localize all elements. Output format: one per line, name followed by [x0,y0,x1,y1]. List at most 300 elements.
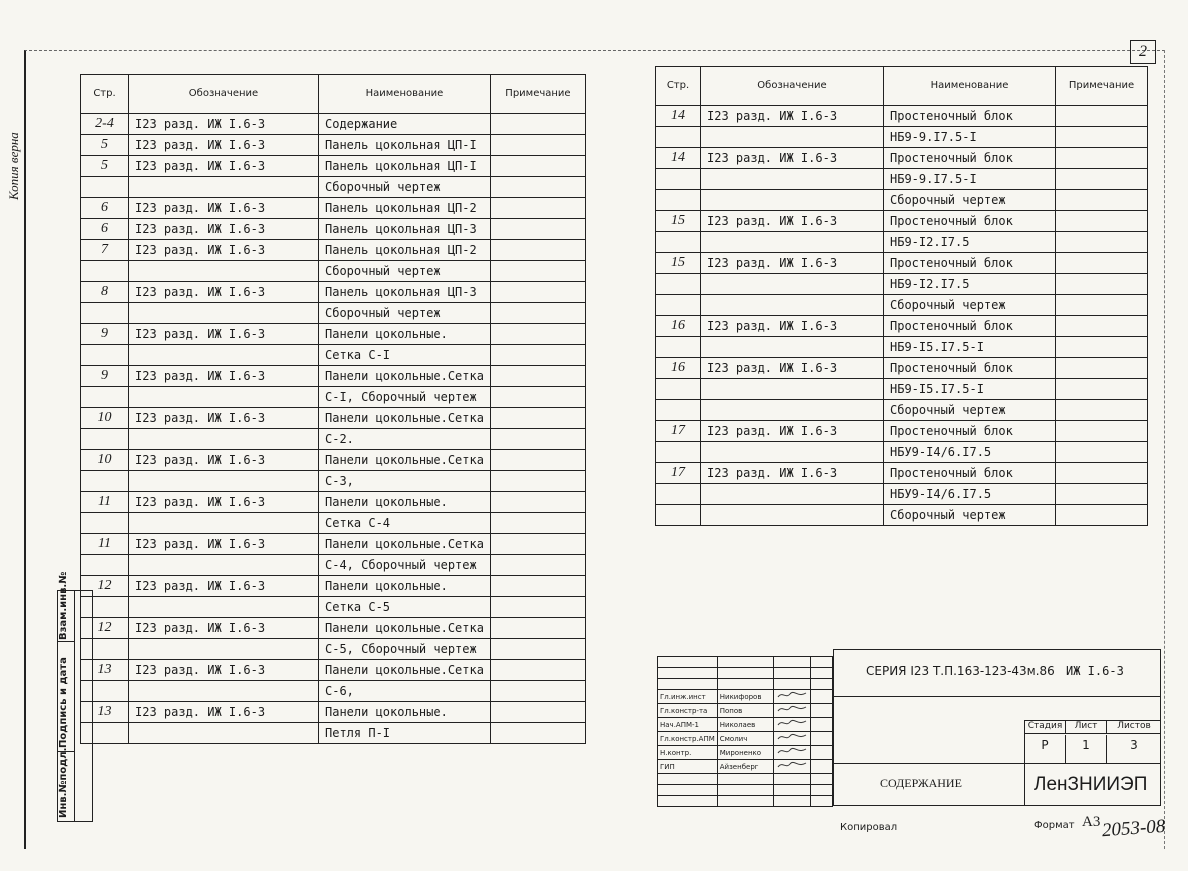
sheet-number: 2 [1130,40,1156,64]
replace-inventory-label: Взам.инв.№ [58,571,69,640]
signature-cell [773,785,810,796]
signature-mark [773,690,810,704]
page-cell [81,387,129,408]
note-cell [490,219,585,240]
table-row [656,463,1148,484]
table-row [81,576,586,597]
signature-cell [773,774,810,785]
signature-date [810,732,832,746]
table-row [81,198,586,219]
signature-name: Николаев [717,718,773,732]
signature-row [658,774,833,785]
name-cell: Сборочный чертеж [884,505,1056,526]
name-cell: НБ9-I2.I7.5 [884,274,1056,295]
page-cell: 7 [81,240,129,261]
table-row [81,639,586,660]
signature-cell [717,796,773,807]
note-cell [1056,190,1148,211]
page-cell: 13 [81,660,129,681]
name-cell: Панели цокольные.Сетка [319,534,491,555]
signature-name: Айзенберг [717,760,773,774]
name-cell: Панель цокольная ЦП-3 [319,219,491,240]
name-cell: Простеночный блок [884,316,1056,337]
table-row [81,660,586,681]
table-row [656,232,1148,253]
page-cell [656,337,701,358]
table-row [81,681,586,702]
note-cell [1056,421,1148,442]
signature-cell [717,785,773,796]
margin-divider [74,591,75,821]
header-designation: Обозначение [129,75,319,114]
designation-cell: I23 разд. ИЖ I.6-3 [129,492,319,513]
signature-row [658,732,833,746]
designation-cell [129,261,319,282]
note-cell [1056,274,1148,295]
signature-row [658,718,833,732]
signature-name: Мироненко [717,746,773,760]
note-cell [490,240,585,261]
signature-cell [773,657,810,668]
page-cell [81,303,129,324]
name-cell: Сборочный чертеж [884,190,1056,211]
table-row [81,177,586,198]
stage-value: Р [1025,735,1066,764]
signature-cell [810,774,832,785]
signature-cell [658,774,718,785]
page-cell: 16 [656,358,701,379]
page-cell: 14 [656,106,701,127]
designation-cell [701,484,884,505]
table-row [81,387,586,408]
page-cell [81,429,129,450]
designation-cell: I23 разд. ИЖ I.6-3 [129,702,319,723]
page-cell: 17 [656,463,701,484]
handwritten-signature [776,704,808,714]
note-cell [490,723,585,744]
designation-cell [701,505,884,526]
table-row [656,337,1148,358]
designation-cell [701,127,884,148]
signature-row [658,785,833,796]
page-cell [656,232,701,253]
page-cell [81,177,129,198]
name-cell: Панель цокольная ЦП-2 [319,198,491,219]
note-cell [490,156,585,177]
name-cell: Сборочный чертеж [319,177,491,198]
page-cell [656,127,701,148]
margin-divider [58,641,74,642]
designation-cell [129,387,319,408]
table-row [656,106,1148,127]
note-cell [490,345,585,366]
signature-mark [773,746,810,760]
page-cell: 11 [81,492,129,513]
table-row [656,148,1148,169]
name-cell: С-I, Сборочный чертеж [319,387,491,408]
handwritten-signature [776,718,808,728]
table-row [81,408,586,429]
page-cell: 15 [656,253,701,274]
signature-cell [717,774,773,785]
contents-table-right [655,66,1148,526]
signature-date [810,704,832,718]
signature-name: Попов [717,704,773,718]
signature-row [658,668,833,679]
table-row [81,597,586,618]
table-row [81,303,586,324]
signature-row [658,690,833,704]
designation-cell [129,639,319,660]
handwritten-signature [776,732,808,742]
signature-role: Гл.констр-та [658,704,718,718]
note-cell [490,324,585,345]
organization: ЛенЗНИИЭП [1034,774,1148,795]
note-cell [490,114,585,135]
name-cell: Панели цокольные.Сетка [319,408,491,429]
designation-cell [701,379,884,400]
signature-role: ГИП [658,760,718,774]
signature-row [658,796,833,807]
signature-cell [658,679,718,690]
page-cell [656,274,701,295]
name-cell: Панели цокольные.Сетка [319,660,491,681]
name-cell: Панели цокольные. [319,702,491,723]
note-cell [490,471,585,492]
table-row [656,190,1148,211]
table-row [656,505,1148,526]
designation-cell: I23 разд. ИЖ I.6-3 [701,148,884,169]
signature-row [658,760,833,774]
table-row [81,429,586,450]
page-cell: 2-4 [81,114,129,135]
name-cell: Панели цокольные. [319,324,491,345]
table-row [81,135,586,156]
name-cell: С-6, [319,681,491,702]
note-cell [490,198,585,219]
note-cell [1056,148,1148,169]
designation-cell [701,337,884,358]
name-cell: Сетка С-I [319,345,491,366]
page-cell: 12 [81,618,129,639]
table-row [656,253,1148,274]
name-cell: Панель цокольная ЦП-I [319,156,491,177]
note-cell [490,261,585,282]
table-row [81,366,586,387]
name-cell: Панели цокольные.Сетка [319,450,491,471]
signature-row [658,746,833,760]
note-cell [490,282,585,303]
table-row [81,324,586,345]
name-cell: НБ9-I5.I7.5-I [884,379,1056,400]
designation-cell: I23 разд. ИЖ I.6-3 [701,316,884,337]
signature-cell [658,657,718,668]
signature-cell [810,679,832,690]
signature-cell [773,679,810,690]
inventory-label: Инв.№подл. [58,747,69,818]
note-cell [490,492,585,513]
stage-box [1024,720,1161,764]
handwritten-signature [776,746,808,756]
name-cell: Простеночный блок [884,148,1056,169]
designation-cell [701,295,884,316]
signature-date [810,760,832,774]
designation-cell: I23 разд. ИЖ I.6-3 [701,463,884,484]
table-row [81,156,586,177]
name-cell: Сборочный чертеж [319,303,491,324]
table-row [81,114,586,135]
signature-name: Никифоров [717,690,773,704]
handwritten-signature [776,690,808,700]
note-cell [490,366,585,387]
designation-cell: I23 разд. ИЖ I.6-3 [701,106,884,127]
name-cell: НБ9-9.I7.5-I [884,127,1056,148]
page-cell: 9 [81,366,129,387]
note-cell [490,681,585,702]
designation-cell: I23 разд. ИЖ I.6-3 [129,618,319,639]
table-row [656,379,1148,400]
note-cell [490,303,585,324]
page-cell: 13 [81,702,129,723]
note-cell [490,177,585,198]
name-cell: Панель цокольная ЦП-2 [319,240,491,261]
name-cell: С-2. [319,429,491,450]
name-cell: Содержание [319,114,491,135]
table-row [656,295,1148,316]
header-page: Стр. [656,67,701,106]
table-row [656,421,1148,442]
name-cell: Сборочный чертеж [884,295,1056,316]
signature-mark [773,732,810,746]
designation-cell: I23 разд. ИЖ I.6-3 [129,660,319,681]
table-row [81,723,586,744]
page-cell: 17 [656,421,701,442]
page-cell: 6 [81,198,129,219]
note-cell [1056,400,1148,421]
signature-cell [658,785,718,796]
name-cell: С-4, Сборочный чертеж [319,555,491,576]
note-cell [1056,463,1148,484]
note-cell [490,618,585,639]
note-cell [490,702,585,723]
title-divider [834,696,1160,697]
designation-cell: I23 разд. ИЖ I.6-3 [129,408,319,429]
page-cell: 16 [656,316,701,337]
signature-row [658,657,833,668]
note-cell [490,408,585,429]
table-row [656,484,1148,505]
page-cell: 6 [81,219,129,240]
signature-role: Нач.АПМ-1 [658,718,718,732]
page-cell [81,555,129,576]
signature-role: Гл.инж.инст [658,690,718,704]
page-cell: 8 [81,282,129,303]
name-cell: С-5, Сборочный чертеж [319,639,491,660]
signature-date [810,746,832,760]
table-row [81,618,586,639]
sheet-label: Лист [1066,721,1107,734]
designation-cell [701,274,884,295]
signature-mark [773,718,810,732]
note-cell [1056,106,1148,127]
title-block [833,649,1161,806]
page-cell: 9 [81,324,129,345]
note-cell [1056,379,1148,400]
name-cell: Панели цокольные. [319,576,491,597]
name-cell: Простеночный блок [884,463,1056,484]
note-cell [1056,505,1148,526]
name-cell: Панель цокольная ЦП-I [319,135,491,156]
page-cell [656,484,701,505]
signature-role: Н.контр. [658,746,718,760]
note-cell [1056,127,1148,148]
designation-cell: I23 разд. ИЖ I.6-3 [129,366,319,387]
designation-cell [701,400,884,421]
sheets-label: Листов [1107,721,1161,734]
table-row [81,345,586,366]
designation-cell: I23 разд. ИЖ I.6-3 [701,421,884,442]
table-row [656,211,1148,232]
signature-cell [773,796,810,807]
note-cell [490,576,585,597]
signature-cell [810,657,832,668]
name-cell: С-3, [319,471,491,492]
note-cell [1056,211,1148,232]
page-cell [656,379,701,400]
signature-cell [717,668,773,679]
designation-cell [701,169,884,190]
page-cell [81,513,129,534]
signature-date [810,718,832,732]
table-row [81,240,586,261]
table-row [656,400,1148,421]
designation-cell [129,177,319,198]
signature-cell [717,679,773,690]
designation-cell [129,303,319,324]
name-cell: НБ9-9.I7.5-I [884,169,1056,190]
page-cell [81,471,129,492]
table-row [81,492,586,513]
page-cell [656,505,701,526]
table-row [81,471,586,492]
page-cell: 15 [656,211,701,232]
name-cell: Петля П-I [319,723,491,744]
note-cell [1056,253,1148,274]
document-title: СОДЕРЖАНИЕ [880,776,962,790]
signature-cell [658,668,718,679]
copy-note: Копия верна [6,132,21,200]
signature-role: Гл.констр.АПМ [658,732,718,746]
note-cell [490,513,585,534]
designation-cell [129,471,319,492]
name-cell: Простеночный блок [884,106,1056,127]
name-cell: Панели цокольные.Сетка [319,618,491,639]
designation-cell: I23 разд. ИЖ I.6-3 [129,282,319,303]
table-row [656,442,1148,463]
designation-cell: I23 разд. ИЖ I.6-3 [129,135,319,156]
designation-cell [129,429,319,450]
table-row [81,261,586,282]
note-cell [490,429,585,450]
name-cell: Панели цокольные. [319,492,491,513]
name-cell: Сборочный чертеж [884,400,1056,421]
table-row [81,534,586,555]
signature-cell [658,796,718,807]
page-cell [81,345,129,366]
page-cell: 14 [656,148,701,169]
page-cell [656,295,701,316]
signature-cell [773,668,810,679]
signature-cell [717,657,773,668]
table-row [656,127,1148,148]
table-row [81,702,586,723]
table-row [81,450,586,471]
designation-cell: I23 разд. ИЖ I.6-3 [129,324,319,345]
table-row [81,513,586,534]
name-cell: Простеночный блок [884,421,1056,442]
note-cell [490,639,585,660]
designation-cell [129,555,319,576]
signature-mark [773,760,810,774]
table-row [81,219,586,240]
page-cell [81,261,129,282]
page-cell: 10 [81,408,129,429]
note-cell [490,597,585,618]
page-cell: 10 [81,450,129,471]
page-cell: 5 [81,156,129,177]
sheets-value: 3 [1130,738,1138,752]
note-cell [1056,295,1148,316]
note-cell [490,660,585,681]
copied-label: Копировал [840,822,898,833]
designation-cell: I23 разд. ИЖ I.6-3 [129,156,319,177]
series-designation: СЕРИЯ I23 Т.П.163-123-43м.86 [866,664,1055,678]
designation-cell [701,232,884,253]
name-cell: Панели цокольные.Сетка [319,366,491,387]
note-cell [490,555,585,576]
designation-cell: I23 разд. ИЖ I.6-3 [129,198,319,219]
note-cell [1056,484,1148,505]
designation-cell [129,345,319,366]
name-cell: Простеночный блок [884,358,1056,379]
note-cell [1056,358,1148,379]
signature-mark [773,704,810,718]
designation-cell [129,723,319,744]
page-cell [656,400,701,421]
designation-cell: I23 разд. ИЖ I.6-3 [129,576,319,597]
note-cell [490,387,585,408]
name-cell: НБУ9-I4/6.I7.5 [884,484,1056,505]
name-cell: Панель цокольная ЦП-3 [319,282,491,303]
table-row [656,316,1148,337]
header-name: Наименование [319,75,491,114]
designation-cell: I23 разд. ИЖ I.6-3 [129,240,319,261]
page-cell: 12 [81,576,129,597]
designation-cell: I23 разд. ИЖ I.6-3 [701,211,884,232]
table-row [656,358,1148,379]
name-cell: НБ9-I2.I7.5 [884,232,1056,253]
note-cell [1056,232,1148,253]
inventory-number: 2053-08 [1101,815,1166,842]
table-row [656,169,1148,190]
designation-cell: I23 разд. ИЖ I.6-3 [129,450,319,471]
signature-row [658,704,833,718]
table-row [656,274,1148,295]
signature-name: Смолич [717,732,773,746]
handwritten-signature [776,760,808,770]
signature-date-label: Подпись и дата [58,657,69,748]
name-cell: Простеночный блок [884,253,1056,274]
